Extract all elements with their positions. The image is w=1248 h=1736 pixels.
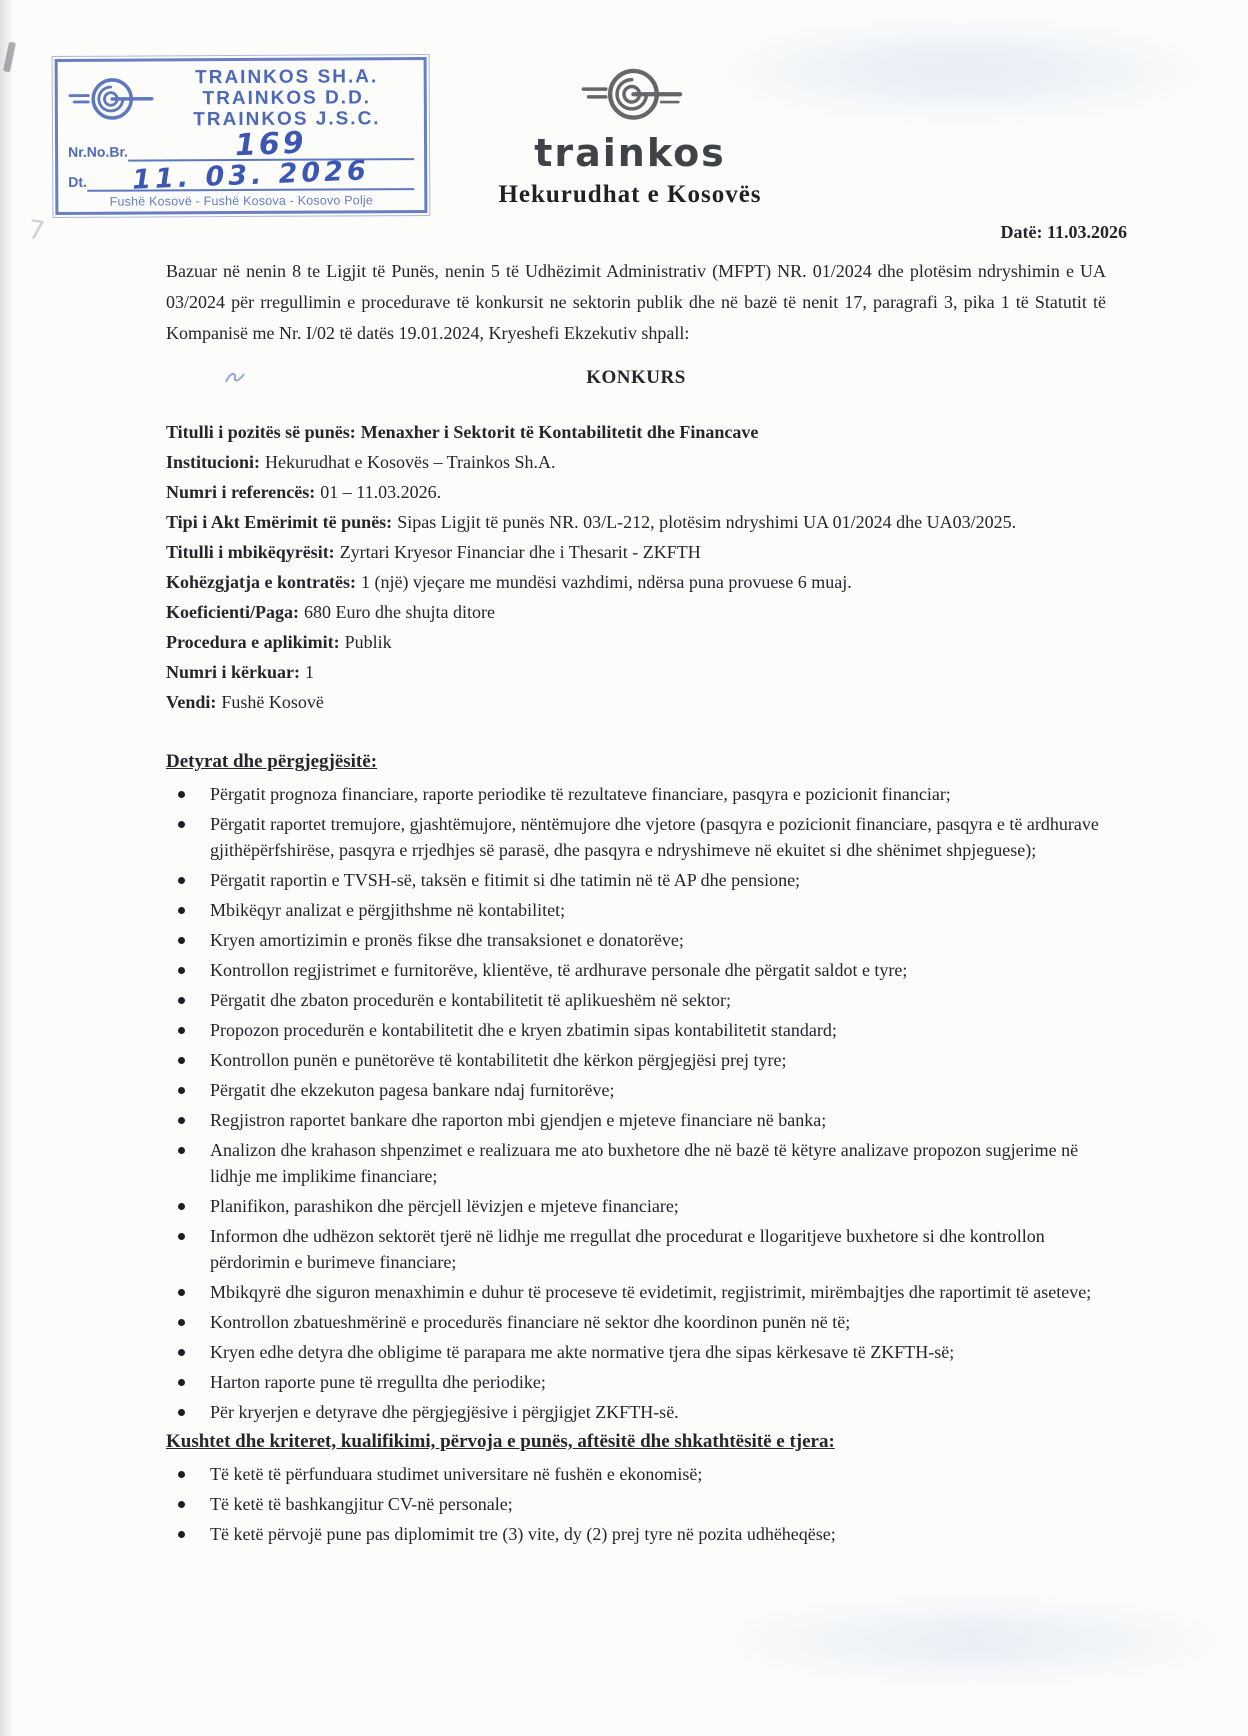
stamp-company-line: TRAINKOS J.S.C. [193, 108, 381, 131]
duty-item: Planifikon, parashikon dhe përcjell lëvizjen e mjeteve financiare; [166, 1193, 1106, 1219]
document-title: KONKURS [586, 367, 686, 388]
duty-item: Informon dhe udhëzon sektorët tjerë në lidhje me rregullat dhe procedurat e llogaritjeve buxhetore si dhe kontrollon përdorimin e burimeve financiare; [166, 1223, 1106, 1275]
train-wheel-logo-icon [576, 58, 684, 134]
intro-paragraph: Bazuar në nenin 8 te Ligjit të Punës, nenin 5 të Udhëzimit Administrativ (MFPT) NR. 01/2024 dhe plotësim ndryshimin e UA 03/2024 për rregullimin e procedurave të konkursit ne sektorin publik dhe në bazë të nenit 17, paragrafi 3, pika 1 të Statutit të Kompanisë me Nr. I/02 të datës 19.01.2024, Kryeshefi Ekzekutiv shpall: [166, 261, 1106, 343]
stamp-number-value: 169 [234, 125, 308, 164]
detail-value: Menaxher i Sektorit të Kontabilitetit dhe Financave [360, 422, 759, 442]
document-date: Datë: 11.03.2026 [1000, 222, 1127, 242]
stamp-company-line: TRAINKOS SH.A. [195, 66, 379, 89]
detail-label: Procedura e aplikimit: [166, 632, 340, 652]
duty-item: Përgatit dhe zbaton procedurën e kontabilitetit të aplikueshëm në sektor; [166, 987, 1106, 1013]
train-wheel-icon [68, 68, 154, 130]
detail-row [166, 447, 1106, 477]
requirement-item: Të ketë të bashkangjitur CV-në personale; [166, 1491, 1106, 1517]
stamp-date-value: 11. 03. 2026 [131, 155, 370, 196]
detail-row [166, 507, 1106, 537]
job-details [166, 417, 1106, 717]
duty-item: Kryen edhe detyra dhe obligime të parapara me akte normative tjera dhe sipas kërkesave të ZKFTH-së; [166, 1339, 1106, 1365]
company-logo-block [430, 58, 830, 209]
duty-item: Kryen amortizimin e pronës fikse dhe transaksionet e donatorëve; [166, 927, 1106, 953]
trainkos-wordmark: trainkos [534, 131, 726, 175]
organization-name: Hekurudhat e Kosovës [498, 181, 762, 208]
scan-gray-mark: 7 [25, 214, 47, 248]
requirements-list [166, 1461, 1106, 1547]
detail-row [166, 627, 1106, 657]
duty-item: Përgatit dhe ekzekuton pagesa bankare ndaj furnitorëve; [166, 1077, 1106, 1103]
duty-item: Regjistron raportet bankare dhe raporton mbi gjendjen e mjeteve financiare në banka; [166, 1107, 1106, 1133]
detail-row [166, 687, 1106, 717]
duty-item: Përgatit raportin e TVSH-së, taksën e fitimit si dhe tatimin në të AP dhe pensione; [166, 867, 1106, 893]
detail-value: Publik [344, 632, 392, 652]
stamp-company-names [160, 66, 414, 130]
detail-value: 680 Euro dhe shujta ditore [303, 602, 495, 622]
scan-smudge-bottom-right [700, 1598, 1248, 1683]
detail-label: Numri i referencës: [166, 482, 316, 502]
stamp-date-label: Dt. [68, 173, 87, 190]
detail-value: Hekurudhat e Kosovës – Trainkos Sh.A. [265, 452, 556, 472]
stamp-date-row [68, 155, 414, 196]
detail-row [166, 477, 1106, 507]
company-stamp [55, 57, 428, 215]
stamp-date-field [87, 155, 414, 196]
requirement-item: Të ketë përvojë pune pas diplomimit tre (3) vite, dy (2) prej tyre në pozita udhëheqëse; [166, 1521, 1106, 1547]
scan-edge-shadow [0, 0, 14, 1736]
detail-label: Institucioni: [166, 452, 261, 472]
duties-list [166, 781, 1106, 1425]
detail-row [166, 567, 1106, 597]
stamp-footer-text: Fushë Kosovë - Fushë Kosova - Kosovo Polje [109, 193, 374, 209]
requirement-item: Të ketë të përfunduara studimet universitare në fushën e ekonomisë; [166, 1461, 1106, 1487]
detail-label: Vendi: [166, 692, 217, 712]
detail-value: 1 [305, 662, 314, 682]
detail-label: Titulli i mbikëqyrësit: [166, 542, 335, 562]
stamp-company-line: TRAINKOS D.D. [202, 87, 372, 110]
detail-value: Zyrtari Kryesor Financiar dhe i Thesarit - ZKFTH [339, 542, 701, 562]
detail-label: Kohëzgjatja e kontratës: [166, 572, 356, 592]
detail-label: Tipi i Akt Emërimit të punës: [166, 512, 393, 532]
detail-label: Titulli i pozitës së punës: [166, 422, 356, 442]
detail-row [166, 537, 1106, 567]
duty-item: Përgatit raportet tremujore, gjashtëmujore, nëntëmujore dhe vjetore (pasqyra e pozicionit financiare, pasqyra e të ardhurave gjithëpërfshirëse, pasqyra e rrjedhjes së parasë, dhe pasqyra e ndryshimeve në ekuitet si dhe shënimet shpjeguese); [166, 811, 1106, 863]
detail-row [166, 657, 1106, 687]
stamp-header [68, 66, 414, 131]
duty-item: Harton raporte pune të rregullta dhe periodike; [166, 1369, 1106, 1395]
duty-item: Përgatit prognoza financiare, raporte periodike të rezultateve financiare, pasqyra e pozicionit financiar; [166, 781, 1106, 807]
stamp-number-label: Nr.No.Br. [68, 143, 129, 160]
duty-item: Kontrollon punën e punëtorëve të kontabilitetit dhe kërkon përgjegjësi prej tyre; [166, 1047, 1106, 1073]
detail-value: 1 (një) vjeçare me mundësi vazhdimi, ndërsa puna provuese 6 muaj. [360, 572, 852, 592]
requirements-heading: Kushtet dhe kriteret, kualifikimi, përvoja e punës, aftësitë dhe shkathtësitë e tjera: [166, 1431, 835, 1452]
detail-value: Sipas Ligjit të punës NR. 03/L-212, plotësim ndryshimi UA 01/2024 dhe UA03/2025. [397, 512, 1017, 532]
detail-row [166, 417, 1106, 447]
detail-value: 01 – 11.03.2026. [320, 482, 442, 502]
duty-item: Propozon procedurën e kontabilitetit dhe e kryen zbatimin sipas kontabilitetit standard; [166, 1017, 1106, 1043]
duty-item: Për kryerjen e detyrave dhe përgjegjësive i përgjigjet ZKFTH-së. [166, 1399, 1106, 1425]
detail-value: Fushë Kosovë [221, 692, 324, 712]
detail-label: Numri i kërkuar: [166, 662, 300, 682]
duty-item: Kontrollon zbatueshmërinë e procedurës financiare në sektor dhe koordinon punën në të; [166, 1309, 1106, 1335]
stamp-number-field [128, 125, 414, 164]
detail-label: Koeficienti/Paga: [166, 602, 299, 622]
duty-item: Mbikqyrë dhe siguron menaxhimin e duhur të proceseve të evidetimit, regjistrimit, mirëmbajtjes dhe raportimit të aseteve; [166, 1279, 1106, 1305]
detail-row [166, 597, 1106, 627]
duty-item: Kontrollon regjistrimet e furnitorëve, klientëve, të ardhurave personale dhe përgatit saldot e tyre; [166, 957, 1106, 983]
duty-item: Mbikëqyr analizat e përgjithshme në kontabilitet; [166, 897, 1106, 923]
document-body [166, 256, 1106, 1551]
duty-item: Analizon dhe krahason shpenzimet e realizuara me ato buxhetore dhe në bazë të këtyre analizave propozon sugjerime në lidhje me implikime financiare; [166, 1137, 1106, 1189]
duties-heading: Detyrat dhe përgjegjësitë: [166, 751, 378, 772]
